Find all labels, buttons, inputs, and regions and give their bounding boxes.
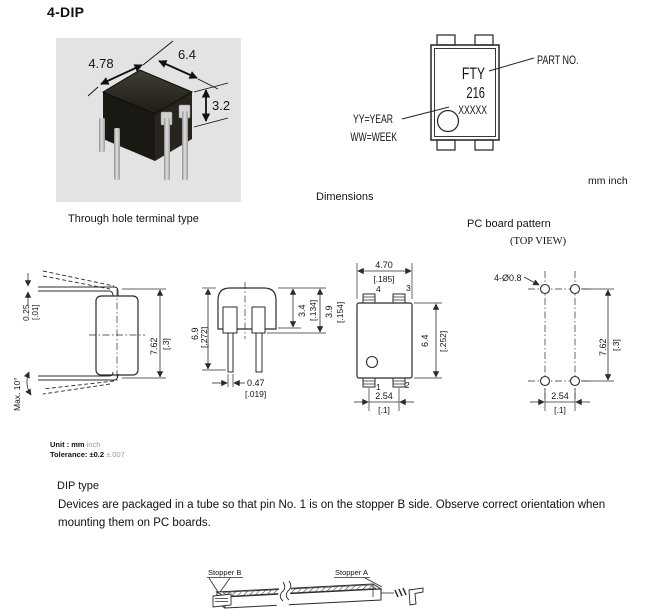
dip-type-heading: DIP type bbox=[57, 480, 99, 492]
photo-caption: Through hole terminal type bbox=[68, 213, 199, 225]
top-pitch-mm: 2.54 bbox=[375, 391, 393, 401]
package-photo bbox=[48, 28, 248, 208]
pin-2-label: 2 bbox=[405, 380, 410, 390]
stopper-a-pin bbox=[395, 588, 406, 597]
week-label: WW=WEEK bbox=[350, 131, 397, 145]
pin-1-label: 1 bbox=[376, 382, 381, 392]
tolerance-label: Tolerance: ±0.2 bbox=[50, 450, 104, 460]
marking-line2: 216 bbox=[466, 84, 485, 102]
pcb-pitch-in: [.1] bbox=[554, 405, 566, 415]
front-standoff-mm: 3.9 bbox=[324, 305, 334, 318]
tube-lines bbox=[207, 578, 423, 612]
pcb-hole bbox=[541, 285, 550, 294]
marking-text bbox=[350, 54, 578, 145]
pcb-pattern-caption: PC board pattern bbox=[467, 218, 551, 230]
stopper-a-clip bbox=[409, 588, 423, 605]
top-view-caption: (TOP VIEW) bbox=[510, 236, 567, 247]
front-standoff-in: [.154] bbox=[335, 301, 345, 323]
side-lead-thickness-in: [.01] bbox=[31, 304, 40, 320]
stopper-a-label: Stopper A bbox=[335, 568, 368, 577]
side-view-drawing bbox=[10, 255, 180, 430]
front-lead-width-mm: 0.47 bbox=[247, 378, 265, 388]
top-width-mm: 4.70 bbox=[375, 260, 393, 270]
front-body-mm: 3.4 bbox=[297, 304, 307, 317]
unit-inch: inch bbox=[86, 440, 101, 449]
front-view-drawing bbox=[185, 255, 350, 405]
pcb-row-mm: 7.62 bbox=[598, 338, 608, 356]
pcb-row-in: [.3] bbox=[611, 339, 621, 351]
photo-dim-front: 4.78 bbox=[88, 56, 114, 71]
pcb-pitch-mm: 2.54 bbox=[551, 391, 569, 401]
stopper-b-part bbox=[213, 594, 231, 607]
side-span-in: [.3] bbox=[161, 338, 171, 350]
side-span-mm: 7.62 bbox=[149, 337, 159, 355]
top-depth-in: [.252] bbox=[438, 330, 448, 352]
photo-dim-height: 3.2 bbox=[212, 98, 231, 113]
unit-tolerance-note bbox=[50, 440, 125, 460]
photo-dim-side: 6.4 bbox=[177, 47, 197, 62]
unit-label: Unit : mm bbox=[50, 440, 85, 449]
front-height-mm: 6.9 bbox=[190, 327, 200, 340]
tolerance-inch: ±.007 bbox=[106, 450, 125, 460]
dimensions-label: Dimensions bbox=[316, 191, 374, 203]
packaging-note: Devices are packaged in a tube so that pin No. 1 is on the stopper B side. Observe correct orientation when mounting them on PC boards. bbox=[58, 499, 606, 529]
front-height-in: [.272] bbox=[199, 326, 209, 348]
page-title: 4-DIP bbox=[47, 4, 85, 20]
pcb-hole-spec: 4-Ø0.8 bbox=[494, 273, 522, 283]
stopper-b-label: Stopper B bbox=[208, 568, 242, 577]
part-no-label: PART NO. bbox=[537, 53, 579, 68]
marking-line1: FTY bbox=[461, 65, 485, 84]
date-code-circle bbox=[438, 111, 459, 132]
pin1-indicator-circle bbox=[367, 357, 378, 368]
side-lead-angle: Max. 10° bbox=[12, 377, 22, 411]
top-depth-mm: 6.4 bbox=[420, 334, 430, 347]
side-lead-thickness-mm: 0.25 bbox=[21, 304, 31, 321]
pcb-hole bbox=[571, 377, 580, 386]
pin-3-label: 3 bbox=[406, 283, 411, 293]
year-label: YY=YEAR bbox=[352, 113, 393, 127]
pcb-hole bbox=[541, 377, 550, 386]
front-lead-width-in: [.019] bbox=[245, 389, 267, 399]
side-view-lines bbox=[27, 271, 166, 395]
marking-diagram bbox=[330, 22, 645, 154]
front-body-in: [.134] bbox=[308, 299, 318, 321]
mm-inch-label: mm inch bbox=[588, 175, 628, 187]
tube-diagram bbox=[185, 563, 440, 616]
top-view-drawing bbox=[345, 255, 457, 423]
top-pitch-in: [.1] bbox=[378, 405, 390, 415]
top-width-in: [.185] bbox=[373, 274, 395, 284]
marking-line3: XXXXX bbox=[458, 104, 487, 118]
pcb-hole bbox=[571, 285, 580, 294]
pin-4-label: 4 bbox=[376, 284, 381, 294]
pcb-pattern-drawing bbox=[480, 255, 645, 427]
front-view-lines bbox=[202, 282, 326, 387]
